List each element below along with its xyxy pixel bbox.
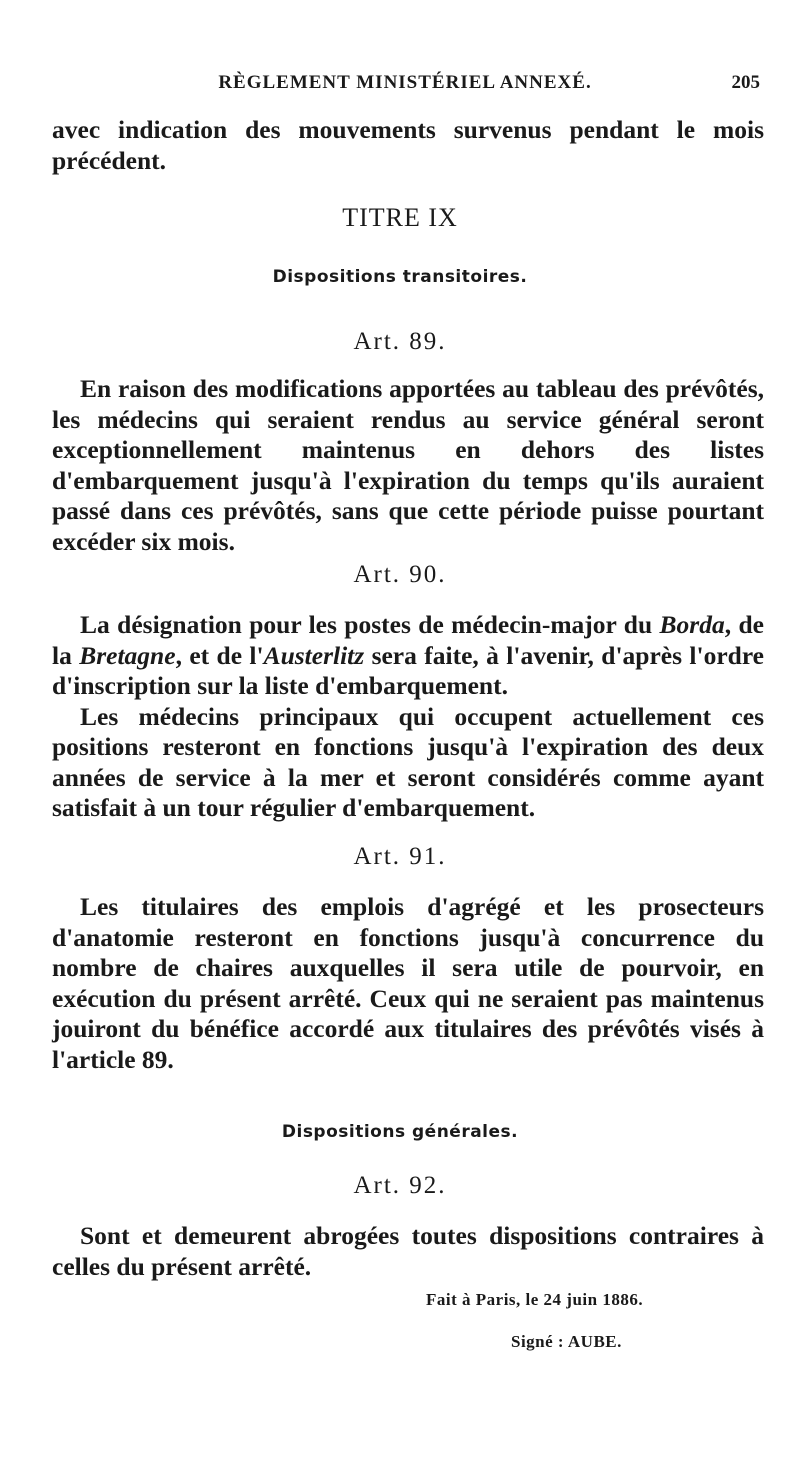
signature-place-date: Fait à Paris, le 24 juin 1886.: [426, 1290, 644, 1309]
section-heading-generales: Dispositions générales.: [281, 1122, 519, 1142]
continuation-text: avec indication des mouvements survenus pendant le mois précédent.: [52, 115, 764, 175]
page-number: 205: [731, 72, 760, 93]
article-89-body: [52, 374, 764, 557]
article-91-heading: Art. 91.: [353, 843, 447, 870]
page-header: [50, 72, 760, 102]
title-heading: TITRE IX: [342, 203, 458, 232]
signature-name: Signé : AUBE.: [511, 1332, 622, 1351]
ship-name-borda: Borda: [659, 610, 725, 639]
article-92-text: Sont et demeurent abrogées toutes dispositions contraires à celles du présent arrêté.: [52, 1221, 764, 1281]
article-90-body: [52, 610, 764, 824]
article-89-text: En raison des modifications apportées au tableau des prévôtés, les médecins qui seraient rendus au service général seront exceptionnellement maintenus en dehors des listes d'embarquement jusqu'à l'expiration du temps qu'ils auraient passé dans ces prévôtés, sans que cette période puisse pourtant excéder six mois.: [52, 374, 764, 556]
running-title: RÈGLEMENT MINISTÉRIEL ANNEXÉ.: [218, 72, 592, 93]
section-heading-transitoires: Dispositions transitoires.: [272, 267, 528, 287]
ship-name-bretagne: Bretagne: [79, 640, 176, 670]
article-92-body: [52, 1221, 764, 1282]
article-90-text-a: La désignation pour les postes de médecin-major du: [80, 610, 660, 639]
article-90-text-c: , et de l': [175, 640, 264, 670]
article-90-paragraph-2: Les médecins principaux qui occupent actuellement ces positions resteront en fonctions jusqu'à l'expiration des deux années de service à la mer et seront considérés comme ayant satisfait à un tour régulier d'embarquement.: [52, 701, 764, 822]
article-91-text: Les titulaires des emplois d'agrégé et les prosecteurs d'anatomie resteront en fonctions jusqu'à concurrence du nombre de chaires auxquelles il sera utile de pourvoir, en exécution du présent arrêté. Ceux qui ne seraient pas maintenus jouiront du bénéfice accordé aux titulaires des prévôtés visés à l'article 89.: [52, 892, 764, 1074]
article-90-paragraph-1: [52, 610, 764, 702]
article-90-text-b: , de la: [52, 610, 764, 670]
article-90-text-d: sera faite, à l'avenir, d'après l'ordre d'inscription sur la liste d'embarquement.: [52, 640, 764, 700]
continuation-paragraph: [52, 115, 764, 176]
article-90-heading: Art. 90.: [353, 561, 447, 588]
article-92-heading: Art. 92.: [353, 1172, 447, 1199]
ship-name-austerlitz: Austerlitz: [263, 640, 365, 670]
article-89-heading: Art. 89.: [353, 328, 447, 355]
article-91-body: [52, 892, 764, 1075]
